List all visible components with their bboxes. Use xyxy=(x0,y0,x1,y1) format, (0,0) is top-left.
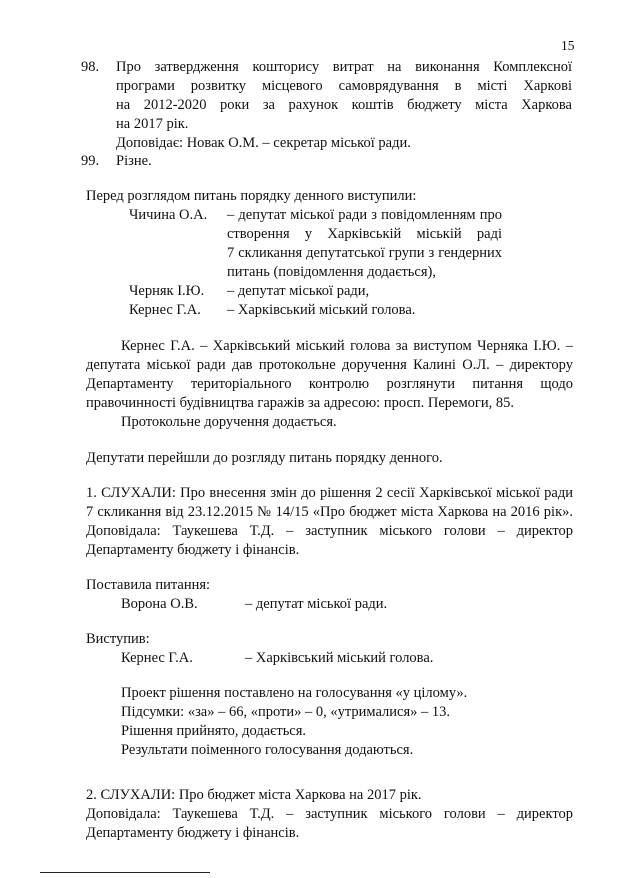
speaker-role-line: – Харківський міський голова. xyxy=(227,302,416,318)
heard-1-line: 7 скликання від 23.12.2015 № 14/15 «Про бюджет міста Харкова на 2016 рік». xyxy=(86,504,573,520)
protocol-line: Департаменту територіального контролю розглянути питання щодо xyxy=(86,376,573,392)
vote-line: Рішення прийнято, додається. xyxy=(121,723,307,739)
agenda-item-98-line: на 2012-2020 роки за рахунок коштів бюджету міста Харкова xyxy=(116,97,572,113)
speaker-name: Кернес Г.А. xyxy=(129,302,201,318)
agenda-item-99-text: Різне. xyxy=(116,153,152,169)
transition-text: Депутати перейшли до розгляду питань порядку денного. xyxy=(86,450,443,466)
heard-2-line: Доповідала: Таукешева Т.Д. – заступник міського голови – директор xyxy=(86,806,573,822)
vote-line: Підсумки: «за» – 66, «проти» – 0, «утрималися» – 13. xyxy=(121,704,451,720)
agenda-item-98-speaker: Доповідає: Новак О.М. – секретар міської ради. xyxy=(116,135,411,151)
speaker-role-line: створення у Харківській міській раді xyxy=(227,226,502,242)
question-raised-label: Поставила питання: xyxy=(86,577,211,593)
vote-line: Результати поіменного голосування додаються. xyxy=(121,742,414,758)
protocol-attached: Протокольне доручення додається. xyxy=(121,414,337,430)
speaker-name: Черняк І.Ю. xyxy=(129,283,205,299)
agenda-item-98-line: на 2017 рік. xyxy=(116,116,189,132)
heard-2-line: Департаменту бюджету і фінансів. xyxy=(86,825,300,841)
speaker-role-line: питань (повідомлення додається), xyxy=(227,264,436,280)
heard-1-line: Департаменту бюджету і фінансів. xyxy=(86,542,300,558)
heard-1-line: Доповідала: Таукешева Т.Д. – заступник міського голови – директор xyxy=(86,523,573,539)
question-raised-name: Ворона О.В. xyxy=(121,596,198,612)
protocol-line: Кернес Г.А. – Харківський міський голова за виступом Черняка І.Ю. – xyxy=(121,338,573,354)
spoke-name: Кернес Г.А. xyxy=(121,650,193,666)
page-number: 15 xyxy=(561,38,575,53)
before-agenda-heading: Перед розглядом питань порядку денного виступили: xyxy=(86,188,417,204)
agenda-item-98-number: 98. xyxy=(81,59,100,75)
spoke-role: – Харківський міський голова. xyxy=(245,650,434,666)
speaker-role-line: – депутат міської ради з повідомленням про xyxy=(227,207,502,223)
speaker-role-line: – депутат міської ради, xyxy=(227,283,370,299)
question-raised-role: – депутат міської ради. xyxy=(245,596,388,612)
protocol-line: правочинності будівництва гаражів за адресою: просп. Перемоги, 85. xyxy=(86,395,514,411)
heard-2-line: 2. СЛУХАЛИ: Про бюджет міста Харкова на 2017 рік. xyxy=(86,787,422,803)
speaker-role-line: 7 скликання депутатської групи з гендерних xyxy=(227,245,502,261)
speaker-name: Чичина О.А. xyxy=(129,207,208,223)
vote-line: Проект рішення поставлено на голосування «у цілому». xyxy=(121,685,468,701)
protocol-line: депутата міської ради дав протокольне доручення Калині О.Л. – директору xyxy=(86,357,573,373)
footnote-separator xyxy=(40,872,210,873)
agenda-item-99-number: 99. xyxy=(81,153,100,169)
agenda-item-98-line: Про затвердження кошторису витрат на виконання Комплексної xyxy=(116,59,572,75)
heard-1-line: 1. СЛУХАЛИ: Про внесення змін до рішення 2 сесії Харківської міської ради xyxy=(86,485,573,501)
agenda-item-98-line: програми розвитку місцевого самоврядування в місті Харкові xyxy=(116,78,572,94)
spoke-label: Виступив: xyxy=(86,631,150,647)
